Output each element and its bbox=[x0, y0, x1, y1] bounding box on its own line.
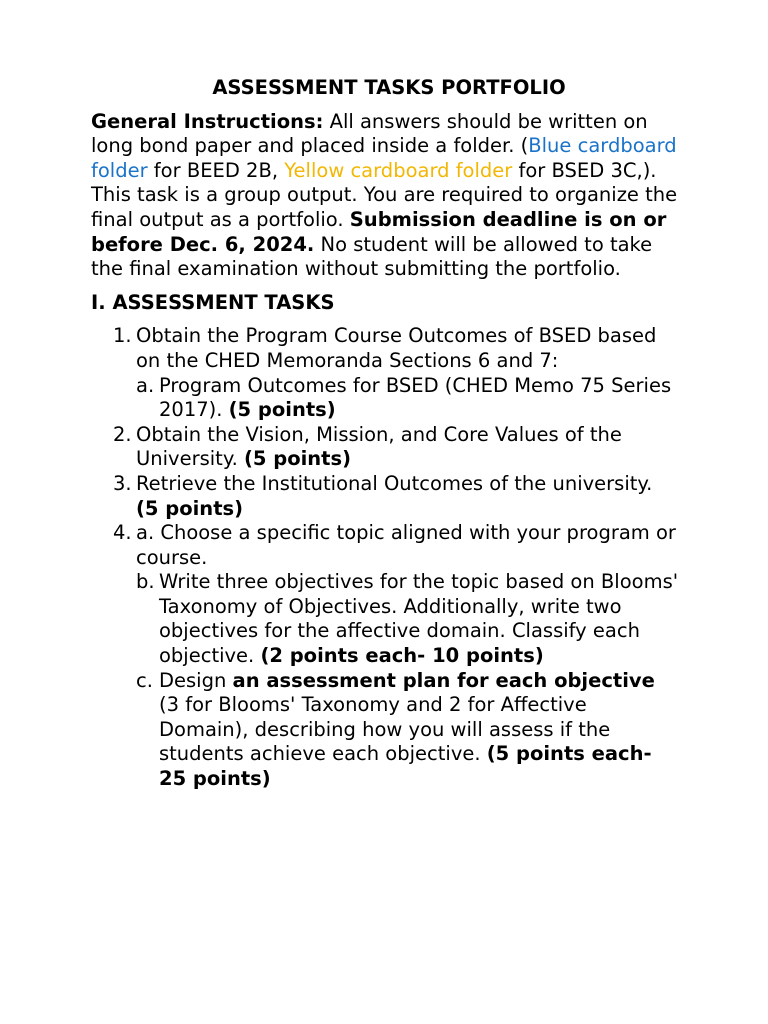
points-label: (5 points) bbox=[243, 447, 352, 471]
subtask-list bbox=[136, 374, 681, 423]
task-number: 1. bbox=[113, 324, 132, 348]
subtask-item-b bbox=[136, 570, 681, 668]
document-title: ASSESSMENT TASKS PORTFOLIO bbox=[212, 76, 566, 99]
subtask-item-a bbox=[136, 374, 681, 423]
task-item-1 bbox=[91, 324, 681, 422]
points-label: (5 points) bbox=[136, 496, 244, 520]
task-text: Obtain the Vision, Mission, and Core Values of the University. bbox=[136, 422, 622, 471]
section-heading: I. ASSESSMENT TASKS bbox=[91, 290, 335, 314]
points-label: (5 points) bbox=[228, 398, 336, 422]
instructions-label: General Instructions: bbox=[91, 109, 324, 133]
instructions-text-2: for BEED 2B, bbox=[147, 158, 285, 182]
task-item-3 bbox=[91, 472, 681, 521]
blue-folder-text: Blue cardboard folder bbox=[91, 134, 677, 182]
document-page bbox=[91, 76, 681, 792]
subtask-letter: a. bbox=[136, 373, 155, 397]
task-text: Retrieve the Institutional Outcomes of the university. bbox=[136, 471, 653, 495]
task-number: 3. bbox=[113, 471, 132, 495]
points-label: (5 points each- 25 points) bbox=[159, 742, 652, 791]
subtask-letter: b. bbox=[136, 570, 155, 594]
general-instructions bbox=[91, 110, 681, 282]
subtask-list bbox=[136, 570, 681, 791]
subtask-item-c bbox=[136, 669, 681, 792]
yellow-folder-text: Yellow cardboard folder bbox=[284, 158, 513, 182]
assessment-task-list bbox=[91, 324, 681, 791]
subtask-letter: c. bbox=[136, 668, 153, 692]
subtask-text: Write three objectives for the topic based on Blooms' Taxonomy of Objectives. Additionally, write two objectives for the affective domain. Classify each objective. bbox=[159, 570, 679, 668]
task-item-4 bbox=[91, 521, 681, 792]
instructions-text-3: for BSED 3C,). This task is a group output. You are required to organize the final output as a portfolio. bbox=[91, 158, 678, 231]
subtask-bold-text: an assessment plan for each objective bbox=[232, 668, 655, 692]
subtask-text: Design bbox=[159, 668, 233, 692]
instructions-text-4: No student will be allowed to take the final examination without submitting the portfolio. bbox=[91, 232, 653, 281]
subtask-text: (3 for Blooms' Taxonomy and 2 for Affective Domain), describing how you will assess if the students achieve each objective. bbox=[159, 693, 611, 766]
task-text: Obtain the Program Course Outcomes of BSED based on the CHED Memoranda Sections 6 and 7: bbox=[136, 324, 657, 372]
subtask-text: Program Outcomes for BSED (CHED Memo 75 Series 2017). bbox=[159, 373, 672, 422]
points-label: (2 points each- 10 points) bbox=[260, 644, 544, 668]
task-text: a. Choose a specific topic aligned with your program or course. bbox=[136, 521, 676, 569]
instructions-text-1: All answers should be written on long bond paper and placed inside a folder. ( bbox=[91, 109, 648, 158]
task-item-2 bbox=[91, 423, 681, 472]
task-number: 4. bbox=[113, 521, 132, 545]
submission-deadline: Submission deadline is on or before Dec. 6, 2024. bbox=[91, 207, 667, 256]
task-number: 2. bbox=[113, 422, 132, 446]
